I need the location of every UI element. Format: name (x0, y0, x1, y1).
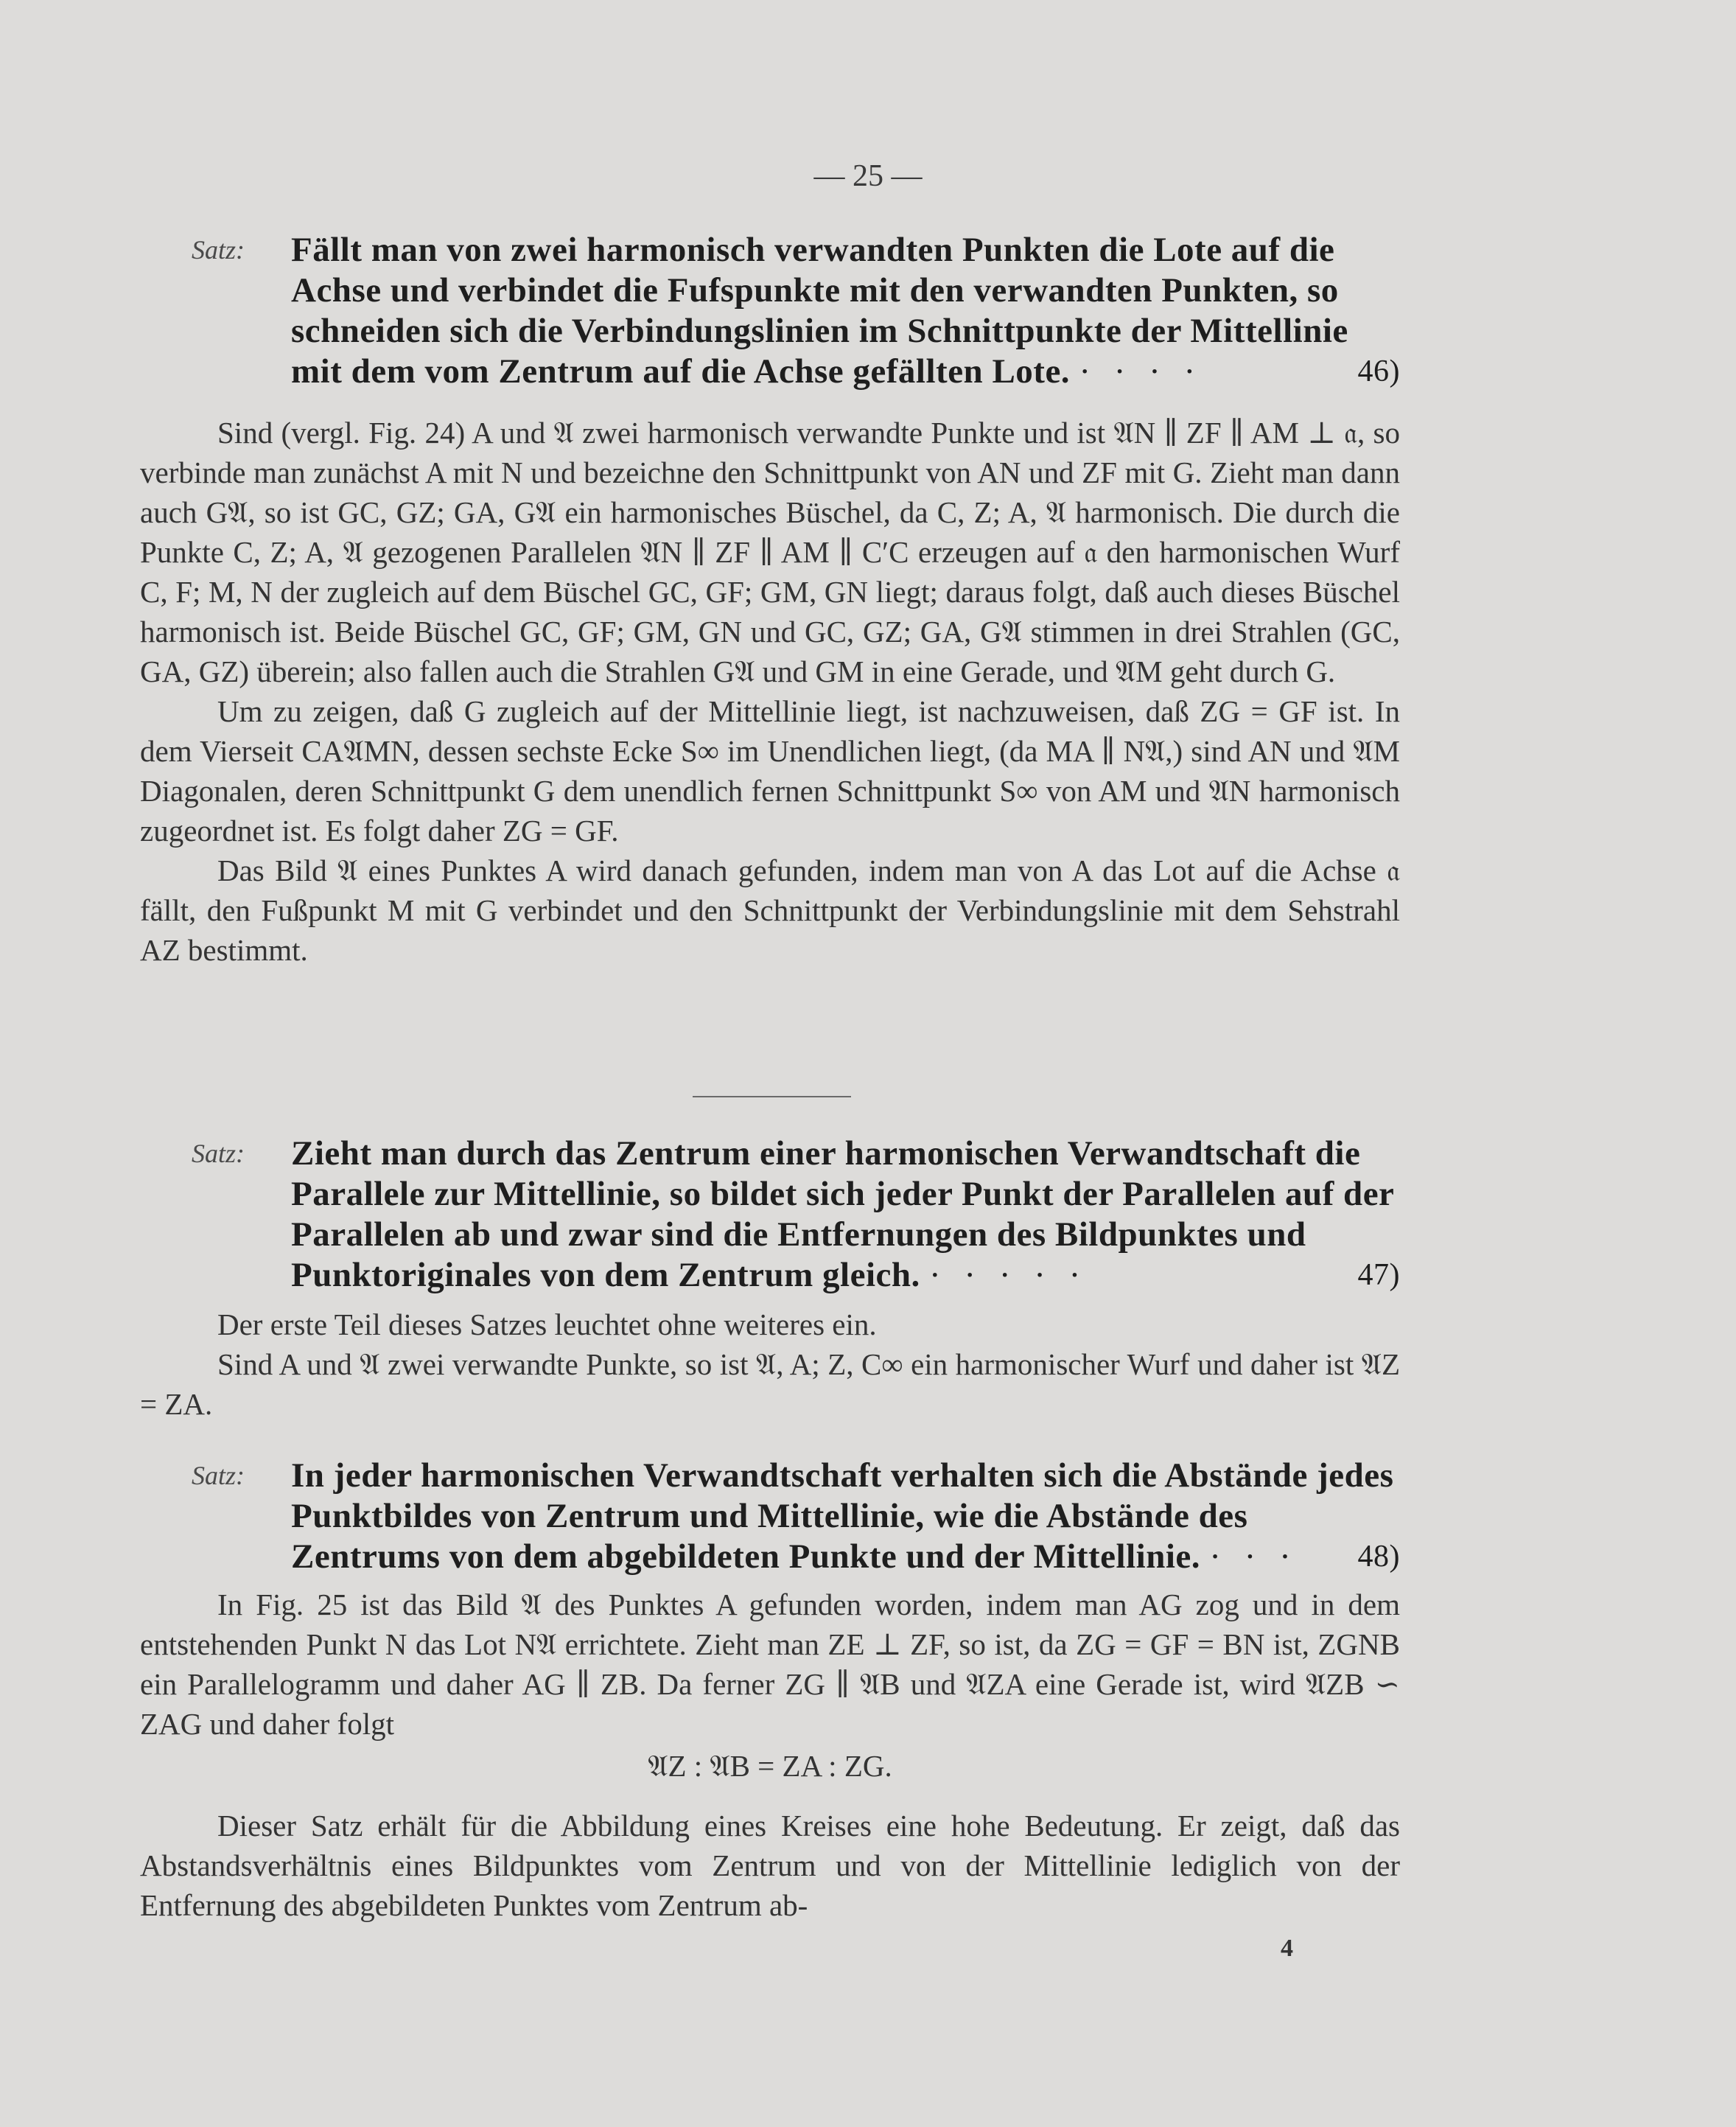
theorem-label: Satz: (192, 235, 245, 265)
theorem-label: Satz: (192, 1461, 245, 1490)
paragraph: Sind (vergl. Fig. 24) A und 𝔄 zwei harmonisch verwandte Punkte und ist 𝔄N ∥ ZF ∥ AM ⊥ 𝔞, so verbinde man zunächst A mit N und bezeichne den Schnittpunkt von AN und ZF mit G. Zieht man dann auch G𝔄, so ist GC, GZ; GA, G𝔄 ein harmonisches Büschel, da C, Z; A, 𝔄 harmonisch. Die durch die Punkte C, Z; A, 𝔄 gezogenen Parallelen 𝔄N ∥ ZF ∥ AM ∥ C′C erzeugen auf 𝔞 den harmonischen Wurf C, F; M, N der zugleich auf dem Büschel GC, GF; GM, GN liegt; daraus folgt, daß auch dieses Büschel harmonisch ist. Beide Büschel GC, GF; GM, GN und GC, GZ; GA, G𝔄 stimmen in drei Strahlen (GC, GA, GZ) überein; also fallen auch die Strahlen G𝔄 und GM in eine Gerade, und 𝔄M geht durch G. (140, 416, 1400, 688)
leader-dots: · · · · (1079, 352, 1203, 391)
signature-mark: 4 (1281, 1935, 1293, 1962)
theorem-body: Zieht man durch das Zentrum einer harmonischen Verwandtschaft die Parallele zur Mittellinie, so bildet sich jeder Punkt der Parallelen auf der Parallelen ab und zwar sind die Entfernungen des Bildpunktes und Punktoriginales von dem Zentrum gleich. (291, 1134, 1394, 1294)
proof-48 (140, 1585, 1400, 1925)
paragraph: Sind A und 𝔄 zwei verwandte Punkte, so ist 𝔄, A; Z, C∞ ein harmonischer Wurf und daher ist 𝔄Z = ZA. (140, 1347, 1400, 1421)
proof-47 (140, 1305, 1400, 1424)
theorem-label: Satz: (192, 1139, 245, 1168)
theorem-body: In jeder harmonischen Verwandtschaft verhalten sich die Abstände jedes Punktbildes von Zentrum und Mittellinie, wie die Abstände des Zentrums von dem abgebildeten Punkte und der Mittellinie. (291, 1456, 1394, 1576)
paragraph: In Fig. 25 ist das Bild 𝔄 des Punktes A gefunden worden, indem man AG zog und in dem entstehenden Punkt N das Lot N𝔄 errichtete. Zieht man ZE ⊥ ZF, so ist, da ZG = GF = BN ist, ZGNB ein Parallelogramm und daher AG ∥ ZB. Da ferner ZG ∥ 𝔄B und 𝔄ZA eine Gerade ist, wird 𝔄ZB ∽ ZAG und daher folgt (140, 1588, 1400, 1741)
paragraph: Das Bild 𝔄 eines Punktes A wird danach gefunden, indem man von A das Lot auf die Achse 𝔞 fällt, den Fußpunkt M mit G verbindet und den Schnittpunkt der Verbindungslinie mit dem Sehstrahl AZ bestimmt. (140, 853, 1400, 967)
paragraph: Um zu zeigen, daß G zugleich auf der Mittellinie liegt, ist nachzuweisen, daß ZG = GF ist. In dem Vierseit CA𝔄MN, dessen sechste Ecke S∞ im Unendlichen liegt, (da MA ∥ N𝔄,) sind AN und 𝔄M Diagonalen, deren Schnittpunkt G dem unendlich fernen Schnittpunkt S∞ von AM und 𝔄N harmonisch zugeordnet ist. Es folgt daher ZG = GF. (140, 694, 1400, 848)
theorem-text (291, 1456, 1400, 1577)
theorem-text (291, 230, 1400, 392)
equation-number: 48) (1357, 1540, 1400, 1574)
paragraph: Dieser Satz erhält für die Abbildung eines Kreises eine hohe Bedeutung. Er zeigt, daß das Abstandsverhältnis eines Bildpunktes vom Zentrum und von der Mittellinie lediglich von der Entfernung des abgebildeten Punktes vom Zentrum ab- (140, 1809, 1400, 1922)
page-number: — 25 — (813, 159, 923, 193)
theorem-46 (140, 230, 1400, 392)
leader-dots: · · · · · (929, 1256, 1088, 1294)
theorem-body: Fällt man von zwei harmonisch verwandten Punkten die Lote auf die Achse und verbindet die Fufspunkte mit den verwandten Punkten, so schneiden sich die Verbindungslinien im Schnittpunkte der Mittellinie mit dem vom Zentrum auf die Achse gefällten Lote. (291, 231, 1348, 391)
leader-dots: · · · (1209, 1537, 1298, 1576)
paragraph: Der erste Teil dieses Satzes leuchtet ohne weiteres ein. (217, 1307, 877, 1341)
theorem-text (291, 1134, 1400, 1296)
equation-number: 46) (1357, 354, 1400, 388)
theorem-47 (140, 1134, 1400, 1296)
equation-number: 47) (1357, 1258, 1400, 1292)
formula: 𝔄Z : 𝔄B = ZA : ZG. (648, 1749, 892, 1783)
proof-46 (140, 413, 1400, 970)
theorem-48 (140, 1456, 1400, 1577)
section-divider (693, 1096, 851, 1097)
